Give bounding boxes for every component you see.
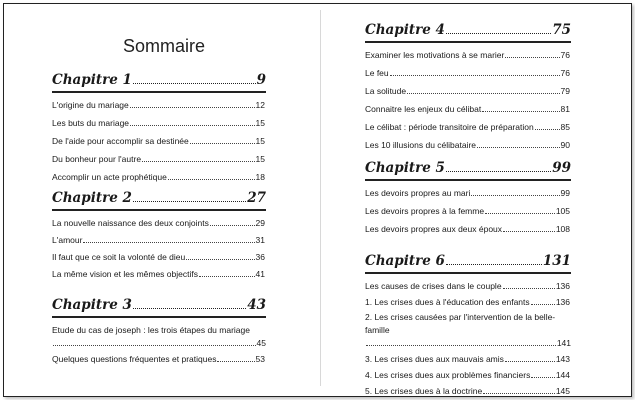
entry-text: Les buts du mariage	[52, 118, 130, 128]
toc-entry	[365, 385, 571, 398]
chapter-page: 99	[552, 160, 571, 176]
chapter-block-6	[365, 253, 571, 398]
toc-entry	[52, 117, 266, 130]
entry-text: Le célibat : période transitoire de préparation	[365, 122, 534, 132]
toc-entry	[365, 205, 571, 218]
leader-dots	[505, 57, 559, 58]
chapter-block-1	[52, 72, 266, 184]
entry-page: 12	[255, 100, 265, 110]
entry-text: 3. Les crises dues aux mauvais amis	[365, 354, 504, 364]
entry-page: 105	[555, 206, 570, 216]
toc-entry	[365, 103, 571, 116]
entry-page: 29	[255, 218, 265, 228]
entry-page: 136	[555, 281, 570, 291]
leader-dots	[531, 304, 555, 305]
toc-entry	[365, 369, 571, 382]
toc-entry	[52, 171, 266, 184]
entry-page: 90	[560, 140, 570, 150]
toc-entry	[365, 187, 571, 200]
entry-page: 36	[255, 252, 265, 262]
toc-entry	[365, 85, 571, 98]
leader-dots	[53, 345, 256, 346]
chapter-block-4	[365, 22, 571, 152]
entry-page: 15	[255, 136, 265, 146]
entry-text: Les devoirs propres aux deux époux	[365, 224, 503, 234]
entry-page: 81	[560, 104, 570, 114]
entry-page: 141	[556, 338, 571, 348]
entry-page: 53	[255, 354, 265, 364]
chapter-page: 9	[256, 72, 266, 88]
chapter-label: Chapitre 1	[52, 72, 132, 88]
entry-text: Du bonheur pour l'autre	[52, 154, 142, 164]
leader-dots	[186, 259, 254, 260]
entry-text: Accomplir un acte prophétique	[52, 172, 167, 182]
leader-dots	[199, 276, 255, 277]
leader-dots	[133, 201, 246, 202]
leader-dots	[446, 33, 551, 34]
entry-page: 41	[255, 269, 265, 279]
leader-dots	[485, 213, 555, 214]
entry-text: 5. Les crises dues à la doctrine	[365, 386, 483, 396]
leader-dots	[477, 147, 559, 148]
entry-page: 18	[255, 172, 265, 182]
entry-text: La solitude	[365, 86, 407, 96]
chapter-rule	[365, 41, 571, 43]
leader-dots	[446, 264, 542, 265]
chapter-rule	[365, 179, 571, 181]
entry-text: L'amour	[52, 235, 83, 245]
leader-dots	[168, 179, 255, 180]
leader-dots	[190, 143, 255, 144]
entry-text: La même vision et les mêmes objectifs	[52, 269, 198, 279]
chapter-heading	[365, 253, 571, 271]
entry-text: 2. Les crises causées par l'intervention de la belle-famille	[365, 312, 556, 335]
leader-dots	[535, 129, 560, 130]
entry-text: Connaitre les enjeux du célibat	[365, 104, 482, 114]
chapter-heading	[52, 190, 266, 208]
chapter-rule	[52, 316, 266, 318]
entry-text: Les 10 illusions du célibataire	[365, 140, 477, 150]
chapter-page: 131	[542, 253, 571, 269]
toc-entry	[52, 135, 266, 148]
toc-entry	[365, 223, 571, 236]
toc-entry	[52, 217, 266, 230]
entry-text: L'origine du mariage	[52, 100, 129, 110]
entry-text: 4. Les crises dues aux problèmes financiers	[365, 370, 531, 380]
toc-entry	[52, 353, 266, 366]
entry-page: 85	[560, 122, 570, 132]
entry-page: 136	[555, 297, 570, 307]
entry-text: Les devoirs propres à la femme	[365, 206, 485, 216]
chapter-page: 75	[552, 22, 571, 38]
entry-page: 99	[560, 188, 570, 198]
leader-dots	[210, 225, 255, 226]
leader-dots	[142, 161, 254, 162]
entry-text: Le feu	[365, 68, 389, 78]
leader-dots	[133, 83, 256, 84]
toc-entry	[365, 121, 571, 134]
leader-dots	[130, 125, 255, 126]
entry-page: 15	[255, 118, 265, 128]
toc-entry	[365, 280, 571, 293]
chapter-label: Chapitre 3	[52, 297, 132, 313]
leader-dots	[471, 195, 559, 196]
leader-dots	[503, 288, 555, 289]
chapter-block-3	[52, 297, 266, 366]
leader-dots	[531, 377, 554, 378]
leader-dots	[133, 308, 246, 309]
toc-entry	[365, 49, 571, 62]
entry-text: Il faut que ce soit la volonté de dieu	[52, 252, 186, 262]
leader-dots	[446, 171, 551, 172]
entry-text: Les devoirs propres au mari	[365, 188, 471, 198]
entry-text: Les causes de crises dans le couple	[365, 281, 502, 291]
chapter-label: Chapitre 5	[365, 160, 445, 176]
chapter-block-5	[365, 160, 571, 236]
chapter-rule	[365, 272, 571, 274]
toc-entry	[52, 234, 266, 247]
leader-dots	[217, 361, 254, 362]
entry-page: 76	[560, 50, 570, 60]
chapter-label: Chapitre 6	[365, 253, 445, 269]
chapter-label: Chapitre 4	[365, 22, 445, 38]
entry-page: 108	[555, 224, 570, 234]
chapter-label: Chapitre 2	[52, 190, 132, 206]
toc-entry	[52, 324, 266, 350]
chapter-rule	[52, 91, 266, 93]
entry-text: Etude du cas de joseph : les trois étapes du mariage	[52, 325, 250, 335]
leader-dots	[482, 111, 559, 112]
page-title: Sommaire	[123, 36, 206, 56]
toc-entry	[52, 251, 266, 264]
entry-page: 76	[560, 68, 570, 78]
chapter-heading	[52, 297, 266, 315]
toc-entry	[365, 296, 571, 309]
chapter-heading	[52, 72, 266, 90]
chapter-block-2	[52, 190, 266, 281]
toc-entry	[52, 268, 266, 281]
entry-text: La nouvelle naissance des deux conjoints	[52, 218, 209, 228]
leader-dots	[366, 345, 556, 346]
leader-dots	[483, 393, 555, 394]
entry-page: 31	[255, 235, 265, 245]
toc-entry	[365, 67, 571, 80]
page-gutter	[320, 10, 321, 386]
entry-page: 145	[555, 386, 570, 396]
entry-text: Examiner les motivations à se marier	[365, 50, 505, 60]
entry-page: 45	[256, 338, 266, 348]
entry-page: 79	[560, 86, 570, 96]
toc-entry	[52, 153, 266, 166]
chapter-page: 27	[247, 190, 266, 206]
chapter-heading	[365, 160, 571, 178]
chapter-rule	[52, 209, 266, 211]
toc-entry	[365, 353, 571, 366]
leader-dots	[503, 231, 555, 232]
entry-text: Quelques questions fréquentes et pratiques	[52, 354, 217, 364]
entry-text: 1. Les crises dues à l'éducation des enfants	[365, 297, 530, 307]
chapter-page: 43	[247, 297, 266, 313]
leader-dots	[407, 93, 559, 94]
toc-entry	[365, 311, 571, 350]
toc-entry	[52, 99, 266, 112]
leader-dots	[83, 242, 254, 243]
entry-page: 15	[255, 154, 265, 164]
leader-dots	[390, 75, 560, 76]
entry-text: De l'aide pour accomplir sa destinée	[52, 136, 189, 146]
leader-dots	[130, 107, 255, 108]
leader-dots	[505, 361, 555, 362]
chapter-heading	[365, 22, 571, 40]
entry-page: 144	[555, 370, 570, 380]
toc-entry	[365, 139, 571, 152]
entry-page: 143	[555, 354, 570, 364]
